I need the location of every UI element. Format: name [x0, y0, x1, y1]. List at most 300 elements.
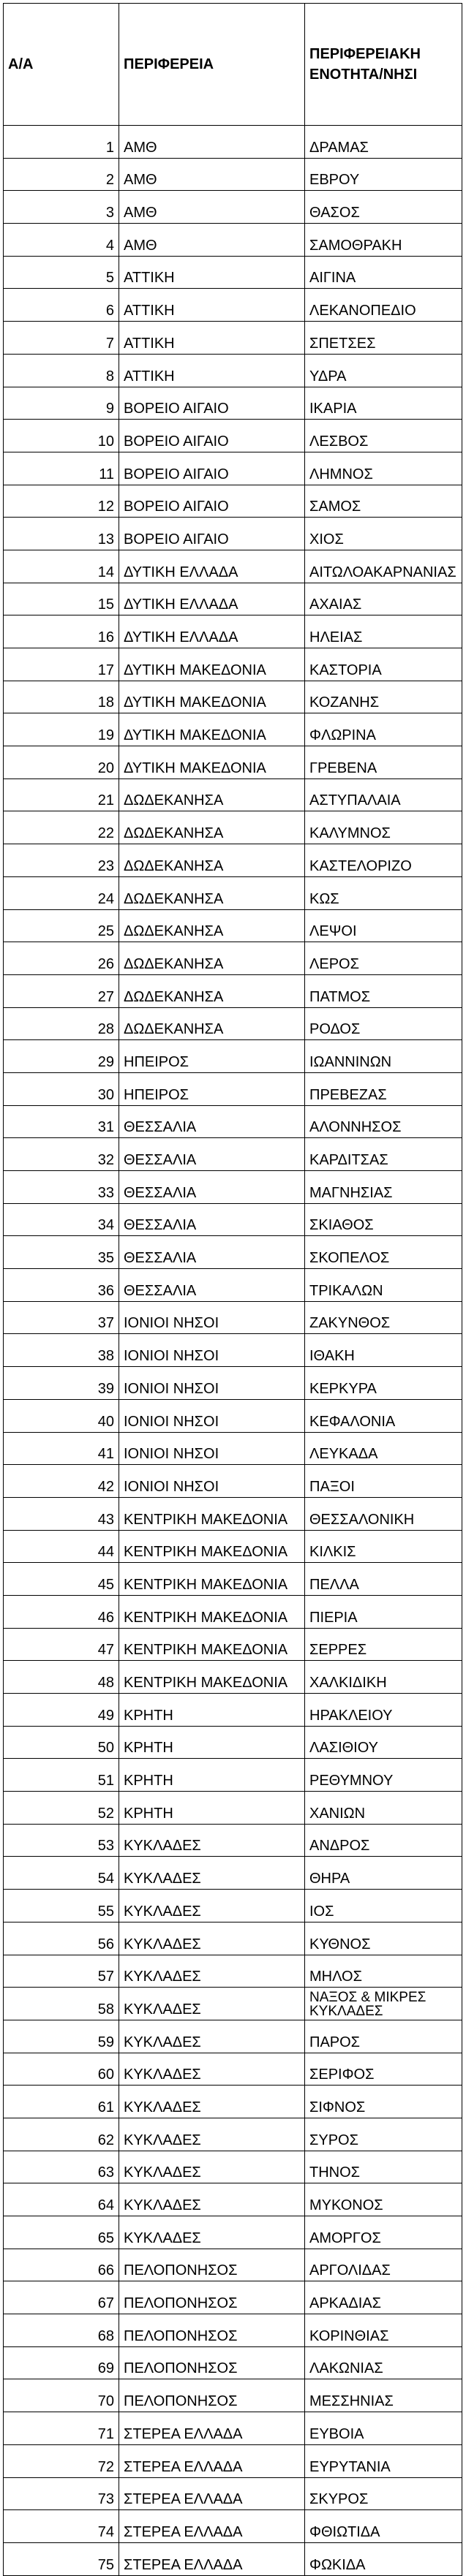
cell-region[interactable]: ΘΕΣΣΑΛΙΑ [119, 1105, 305, 1138]
cell-regional-unit[interactable]: ΚΙΛΚΙΣ [305, 1530, 462, 1563]
table-row [4, 909, 462, 942]
cell-region[interactable]: ΔΩΔΕΚΑΝΗΣΑ [119, 942, 305, 975]
cell-regional-unit[interactable]: ΣΥΡΟΣ [305, 2118, 462, 2151]
cell-regional-unit[interactable]: ΣΚΙΑΘΟΣ [305, 1203, 462, 1236]
cell-regional-unit[interactable]: ΣΙΦΝΟΣ [305, 2086, 462, 2118]
cell-region[interactable]: ΚΥΚΛΑΔΕΣ [119, 2086, 305, 2118]
cell-number[interactable]: 58 [4, 1988, 119, 2020]
header-region: ΠΕΡΙΦΕΡΕΙΑ [119, 4, 305, 126]
table-row [4, 2444, 462, 2477]
cell-number[interactable]: 74 [4, 2510, 119, 2543]
spreadsheet-sheet [3, 3, 462, 2576]
cell-number[interactable]: 9 [4, 387, 119, 420]
table-row [4, 2281, 462, 2314]
cell-region[interactable]: ΚΥΚΛΑΔΕΣ [119, 1890, 305, 1922]
table-row [4, 452, 462, 485]
cell-regional-unit[interactable]: ΚΕΦΑΛΟΝΙΑ [305, 1399, 462, 1432]
cell-regional-unit[interactable]: ΦΘΙΩΤΙΔΑ [305, 2510, 462, 2543]
cell-number[interactable]: 23 [4, 844, 119, 877]
table-row [4, 1530, 462, 1563]
cell-number[interactable]: 46 [4, 1595, 119, 1628]
cell-region[interactable]: ΑΤΤΙΚΗ [119, 354, 305, 387]
cell-regional-unit[interactable]: ΑΜΟΡΓΟΣ [305, 2216, 462, 2249]
cell-regional-unit[interactable]: ΤΗΝΟΣ [305, 2151, 462, 2183]
cell-regional-unit[interactable]: ΛΕΚΑΝΟΠΕΔΙΟ [305, 289, 462, 322]
cell-regional-unit[interactable]: ΑΙΤΩΛΟΑΚΑΡΝΑΝΙΑΣ [305, 550, 462, 583]
cell-region[interactable]: ΣΤΕΡΕΑ ΕΛΛΑΔΑ [119, 2542, 305, 2575]
cell-regional-unit[interactable]: ΕΒΡΟΥ [305, 158, 462, 191]
cell-number[interactable]: 40 [4, 1399, 119, 1432]
table-row [4, 2542, 462, 2575]
cell-region[interactable]: ΣΤΕΡΕΑ ΕΛΛΑΔΑ [119, 2444, 305, 2477]
table-row [4, 713, 462, 746]
cell-regional-unit[interactable]: ΛΑΣΙΘΙΟΥ [305, 1726, 462, 1759]
cell-region[interactable]: ΗΠΕΙΡΟΣ [119, 1072, 305, 1105]
cell-number[interactable]: 34 [4, 1203, 119, 1236]
cell-regional-unit[interactable]: ΠΙΕΡΙΑ [305, 1595, 462, 1628]
cell-region[interactable]: ΔΥΤΙΚΗ ΜΑΚΕΔΟΝΙΑ [119, 681, 305, 713]
cell-number[interactable]: 6 [4, 289, 119, 322]
cell-number[interactable]: 11 [4, 452, 119, 485]
cell-region[interactable]: ΚΡΗΤΗ [119, 1726, 305, 1759]
cell-regional-unit[interactable]: ΗΡΑΚΛΕΙΟΥ [305, 1694, 462, 1727]
cell-region[interactable]: ΣΤΕΡΕΑ ΕΛΛΑΔΑ [119, 2510, 305, 2543]
header-number: Α/Α [4, 4, 119, 126]
cell-regional-unit[interactable]: ΧΑΝΙΩΝ [305, 1792, 462, 1825]
cell-region[interactable]: ΑΤΤΙΚΗ [119, 256, 305, 289]
cell-region[interactable]: ΠΕΛΟΠΟΝΗΣΟΣ [119, 2379, 305, 2412]
cell-number[interactable]: 17 [4, 648, 119, 681]
cell-regional-unit[interactable]: ΕΥΒΟΙΑ [305, 2412, 462, 2445]
table-row [4, 1595, 462, 1628]
cell-region[interactable]: ΘΕΣΣΑΛΙΑ [119, 1138, 305, 1171]
cell-region[interactable]: ΚΥΚΛΑΔΕΣ [119, 1824, 305, 1857]
table-row [4, 1628, 462, 1661]
cell-regional-unit[interactable]: ΑΣΤΥΠΑΛΑΙΑ [305, 779, 462, 811]
cell-number[interactable]: 18 [4, 681, 119, 713]
table-row [4, 1072, 462, 1105]
table-row [4, 876, 462, 909]
table-row [4, 1040, 462, 1073]
cell-region[interactable]: ΚΥΚΛΑΔΕΣ [119, 2183, 305, 2216]
cell-region[interactable]: ΑΜΘ [119, 158, 305, 191]
cell-regional-unit[interactable]: ΛΕΣΒΟΣ [305, 420, 462, 452]
table-row [4, 615, 462, 648]
table-row [4, 2314, 462, 2347]
cell-number[interactable]: 45 [4, 1563, 119, 1596]
cell-number[interactable]: 4 [4, 224, 119, 257]
cell-region[interactable]: ΠΕΛΟΠΟΝΗΣΟΣ [119, 2281, 305, 2314]
table-row [4, 1824, 462, 1857]
header-row [4, 4, 462, 126]
cell-region[interactable]: ΠΕΛΟΠΟΝΗΣΟΣ [119, 2346, 305, 2379]
cell-regional-unit[interactable]: ΚΑΡΔΙΤΣΑΣ [305, 1138, 462, 1171]
cell-regional-unit[interactable]: ΚΑΣΤΕΛΟΡΙΖΟ [305, 844, 462, 877]
cell-regional-unit[interactable]: ΚΩΣ [305, 876, 462, 909]
cell-regional-unit[interactable]: ΛΕΨΟΙ [305, 909, 462, 942]
cell-regional-unit[interactable]: ΘΗΡΑ [305, 1857, 462, 1890]
cell-regional-unit[interactable]: ΛΕΡΟΣ [305, 942, 462, 975]
cell-region[interactable]: ΚΡΗΤΗ [119, 1759, 305, 1792]
table-row [4, 1497, 462, 1530]
cell-regional-unit[interactable]: ΝΑΞΟΣ & ΜΙΚΡΕΣ ΚΥΚΛΑΔΕΣ [305, 1988, 462, 2020]
cell-regional-unit[interactable]: ΑΡΚΑΔΙΑΣ [305, 2281, 462, 2314]
table-row [4, 224, 462, 257]
cell-regional-unit[interactable]: ΧΑΛΚΙΔΙΚΗ [305, 1661, 462, 1694]
cell-region[interactable]: ΚΕΝΤΡΙΚΗ ΜΑΚΕΔΟΝΙΑ [119, 1497, 305, 1530]
cell-region[interactable]: ΚΥΚΛΑΔΕΣ [119, 2151, 305, 2183]
cell-region[interactable]: ΑΤΤΙΚΗ [119, 322, 305, 355]
cell-number[interactable]: 54 [4, 1857, 119, 1890]
table-row [4, 974, 462, 1007]
cell-number[interactable]: 51 [4, 1759, 119, 1792]
cell-number[interactable]: 73 [4, 2477, 119, 2510]
cell-number[interactable]: 52 [4, 1792, 119, 1825]
cell-region[interactable]: ΙΟΝΙΟΙ ΝΗΣΟΙ [119, 1465, 305, 1498]
cell-region[interactable]: ΠΕΛΟΠΟΝΗΣΟΣ [119, 2249, 305, 2281]
table-row [4, 1399, 462, 1432]
cell-region[interactable]: ΚΥΚΛΑΔΕΣ [119, 1988, 305, 2020]
cell-region[interactable]: ΚΕΝΤΡΙΚΗ ΜΑΚΕΔΟΝΙΑ [119, 1628, 305, 1661]
cell-regional-unit[interactable]: ΠΕΛΛΑ [305, 1563, 462, 1596]
table-row [4, 1007, 462, 1040]
cell-number[interactable]: 16 [4, 615, 119, 648]
table-row [4, 1726, 462, 1759]
cell-number[interactable]: 30 [4, 1072, 119, 1105]
cell-number[interactable]: 24 [4, 876, 119, 909]
table-row [4, 1988, 462, 2020]
cell-number[interactable]: 13 [4, 518, 119, 550]
table-row [4, 1857, 462, 1890]
cell-regional-unit[interactable]: ΓΡΕΒΕΝΑ [305, 746, 462, 779]
cell-number[interactable]: 61 [4, 2086, 119, 2118]
cell-number[interactable]: 1 [4, 126, 119, 159]
cell-number[interactable]: 32 [4, 1138, 119, 1171]
cell-region[interactable]: ΚΡΗΤΗ [119, 1694, 305, 1727]
cell-regional-unit[interactable]: ΜΕΣΣΗΝΙΑΣ [305, 2379, 462, 2412]
cell-number[interactable]: 64 [4, 2183, 119, 2216]
cell-number[interactable]: 55 [4, 1890, 119, 1922]
table-row [4, 158, 462, 191]
cell-number[interactable]: 63 [4, 2151, 119, 2183]
table-row [4, 681, 462, 713]
table-row [4, 779, 462, 811]
table-row [4, 1269, 462, 1302]
cell-number[interactable]: 35 [4, 1236, 119, 1269]
cell-regional-unit[interactable]: ΧΙΟΣ [305, 518, 462, 550]
cell-regional-unit[interactable]: ΘΕΣΣΑΛΟΝΙΚΗ [305, 1497, 462, 1530]
table-row [4, 1171, 462, 1204]
cell-regional-unit[interactable]: ΗΛΕΙΑΣ [305, 615, 462, 648]
cell-number[interactable]: 65 [4, 2216, 119, 2249]
header-regional-unit: ΠΕΡΙΦΕΡΕΙΑΚΗ ΕΝΟΤΗΤΑ/ΝΗΣΙ [305, 4, 462, 126]
cell-number[interactable]: 5 [4, 256, 119, 289]
cell-regional-unit[interactable]: ΥΔΡΑ [305, 354, 462, 387]
cell-number[interactable]: 62 [4, 2118, 119, 2151]
cell-regional-unit[interactable]: ΘΑΣΟΣ [305, 191, 462, 224]
cell-regional-unit[interactable]: ΚΥΘΝΟΣ [305, 1922, 462, 1955]
table-row [4, 844, 462, 877]
table-row [4, 2086, 462, 2118]
regions-table [3, 3, 462, 2576]
cell-regional-unit[interactable]: ΛΑΚΩΝΙΑΣ [305, 2346, 462, 2379]
cell-region[interactable]: ΔΥΤΙΚΗ ΕΛΛΑΔΑ [119, 583, 305, 615]
cell-number[interactable]: 59 [4, 2020, 119, 2053]
cell-region[interactable]: ΔΩΔΕΚΑΝΗΣΑ [119, 844, 305, 877]
cell-region[interactable]: ΔΩΔΕΚΑΝΗΣΑ [119, 876, 305, 909]
cell-number[interactable]: 7 [4, 322, 119, 355]
table-row [4, 2346, 462, 2379]
cell-region[interactable]: ΚΥΚΛΑΔΕΣ [119, 2053, 305, 2086]
table-row [4, 2216, 462, 2249]
table-row [4, 1922, 462, 1955]
cell-regional-unit[interactable]: ΕΥΡΥΤΑΝΙΑ [305, 2444, 462, 2477]
cell-region[interactable]: ΘΕΣΣΑΛΙΑ [119, 1269, 305, 1302]
cell-region[interactable]: ΔΥΤΙΚΗ ΜΑΚΕΔΟΝΙΑ [119, 746, 305, 779]
cell-region[interactable]: ΘΕΣΣΑΛΙΑ [119, 1236, 305, 1269]
cell-region[interactable]: ΔΩΔΕΚΑΝΗΣΑ [119, 974, 305, 1007]
table-row [4, 191, 462, 224]
cell-regional-unit[interactable]: ΣΚΟΠΕΛΟΣ [305, 1236, 462, 1269]
table-row [4, 354, 462, 387]
cell-region[interactable]: ΒΟΡΕΙΟ ΑΙΓΑΙΟ [119, 387, 305, 420]
cell-number[interactable]: 14 [4, 550, 119, 583]
cell-region[interactable]: ΚΥΚΛΑΔΕΣ [119, 2216, 305, 2249]
cell-regional-unit[interactable]: ΑΛΟΝΝΗΣΟΣ [305, 1105, 462, 1138]
cell-number[interactable]: 21 [4, 779, 119, 811]
cell-region[interactable]: ΘΕΣΣΑΛΙΑ [119, 1171, 305, 1204]
cell-number[interactable]: 41 [4, 1432, 119, 1465]
cell-number[interactable]: 67 [4, 2281, 119, 2314]
table-row [4, 1367, 462, 1400]
cell-regional-unit[interactable]: ΤΡΙΚΑΛΩΝ [305, 1269, 462, 1302]
cell-number[interactable]: 19 [4, 713, 119, 746]
table-row [4, 550, 462, 583]
cell-number[interactable]: 60 [4, 2053, 119, 2086]
table-row [4, 1138, 462, 1171]
cell-number[interactable]: 33 [4, 1171, 119, 1204]
cell-number[interactable]: 72 [4, 2444, 119, 2477]
cell-number[interactable]: 8 [4, 354, 119, 387]
cell-region[interactable]: ΑΜΘ [119, 224, 305, 257]
cell-regional-unit[interactable]: ΠΑΤΜΟΣ [305, 974, 462, 1007]
table-row [4, 322, 462, 355]
table-row [4, 2183, 462, 2216]
cell-regional-unit[interactable]: ΚΟΖΑΝΗΣ [305, 681, 462, 713]
cell-number[interactable]: 68 [4, 2314, 119, 2347]
cell-region[interactable]: ΒΟΡΕΙΟ ΑΙΓΑΙΟ [119, 420, 305, 452]
cell-region[interactable]: ΒΟΡΕΙΟ ΑΙΓΑΙΟ [119, 452, 305, 485]
cell-regional-unit[interactable]: ΙΘΑΚΗ [305, 1334, 462, 1367]
cell-number[interactable]: 70 [4, 2379, 119, 2412]
cell-regional-unit[interactable]: ΣΑΜΟΘΡΑΚΗ [305, 224, 462, 257]
cell-regional-unit[interactable]: ΛΗΜΝΟΣ [305, 452, 462, 485]
table-row [4, 1301, 462, 1334]
cell-number[interactable]: 29 [4, 1040, 119, 1073]
cell-number[interactable]: 69 [4, 2346, 119, 2379]
cell-regional-unit[interactable]: ΙΩΑΝΝΙΝΩΝ [305, 1040, 462, 1073]
cell-regional-unit[interactable]: ΔΡΑΜΑΣ [305, 126, 462, 159]
cell-number[interactable]: 12 [4, 485, 119, 518]
cell-region[interactable]: ΙΟΝΙΟΙ ΝΗΣΟΙ [119, 1367, 305, 1400]
table-row [4, 583, 462, 615]
table-body [4, 126, 462, 2576]
table-row [4, 256, 462, 289]
cell-number[interactable]: 28 [4, 1007, 119, 1040]
cell-region[interactable]: ΔΥΤΙΚΗ ΕΛΛΑΔΑ [119, 550, 305, 583]
cell-region[interactable]: ΑΜΘ [119, 126, 305, 159]
table-row [4, 2020, 462, 2053]
cell-regional-unit[interactable]: ΦΩΚΙΔΑ [305, 2542, 462, 2575]
cell-region[interactable]: ΚΥΚΛΑΔΕΣ [119, 2118, 305, 2151]
cell-region[interactable]: ΙΟΝΙΟΙ ΝΗΣΟΙ [119, 1334, 305, 1367]
table-row [4, 1792, 462, 1825]
cell-regional-unit[interactable]: ΣΕΡΡΕΣ [305, 1628, 462, 1661]
table-row [4, 1203, 462, 1236]
table-row [4, 2249, 462, 2281]
cell-region[interactable]: ΚΥΚΛΑΔΕΣ [119, 1922, 305, 1955]
cell-region[interactable]: ΙΟΝΙΟΙ ΝΗΣΟΙ [119, 1399, 305, 1432]
cell-number[interactable]: 66 [4, 2249, 119, 2281]
cell-number[interactable]: 50 [4, 1726, 119, 1759]
cell-number[interactable]: 10 [4, 420, 119, 452]
table-row [4, 1563, 462, 1596]
cell-regional-unit[interactable]: ΦΛΩΡΙΝΑ [305, 713, 462, 746]
table-row [4, 648, 462, 681]
table-row [4, 387, 462, 420]
table-row [4, 420, 462, 452]
cell-number[interactable]: 20 [4, 746, 119, 779]
cell-regional-unit[interactable]: ΚΑΛΥΜΝΟΣ [305, 811, 462, 844]
cell-region[interactable]: ΘΕΣΣΑΛΙΑ [119, 1203, 305, 1236]
cell-number[interactable]: 31 [4, 1105, 119, 1138]
table-row [4, 2379, 462, 2412]
cell-number[interactable]: 26 [4, 942, 119, 975]
cell-region[interactable]: ΔΥΤΙΚΗ ΕΛΛΑΔΑ [119, 615, 305, 648]
cell-region[interactable]: ΑΜΘ [119, 191, 305, 224]
cell-regional-unit[interactable]: ΣΑΜΟΣ [305, 485, 462, 518]
cell-regional-unit[interactable]: ΠΑΞΟΙ [305, 1465, 462, 1498]
cell-number[interactable]: 49 [4, 1694, 119, 1727]
table-row [4, 485, 462, 518]
table-row [4, 1105, 462, 1138]
cell-number[interactable]: 27 [4, 974, 119, 1007]
cell-number[interactable]: 71 [4, 2412, 119, 2445]
cell-regional-unit[interactable]: ΚΟΡΙΝΘΙΑΣ [305, 2314, 462, 2347]
cell-region[interactable]: ΒΟΡΕΙΟ ΑΙΓΑΙΟ [119, 518, 305, 550]
cell-region[interactable]: ΔΩΔΕΚΑΝΗΣΑ [119, 1007, 305, 1040]
cell-regional-unit[interactable]: ΣΕΡΙΦΟΣ [305, 2053, 462, 2086]
cell-region[interactable]: ΚΥΚΛΑΔΕΣ [119, 2020, 305, 2053]
cell-region[interactable]: ΚΕΝΤΡΙΚΗ ΜΑΚΕΔΟΝΙΑ [119, 1530, 305, 1563]
cell-region[interactable]: ΚΥΚΛΑΔΕΣ [119, 1955, 305, 1988]
table-row [4, 1955, 462, 1988]
cell-region[interactable]: ΔΥΤΙΚΗ ΜΑΚΕΔΟΝΙΑ [119, 648, 305, 681]
cell-regional-unit[interactable]: ΙΟΣ [305, 1890, 462, 1922]
cell-number[interactable]: 43 [4, 1497, 119, 1530]
cell-region[interactable]: ΙΟΝΙΟΙ ΝΗΣΟΙ [119, 1432, 305, 1465]
cell-number[interactable]: 38 [4, 1334, 119, 1367]
table-row [4, 1661, 462, 1694]
table-row [4, 2053, 462, 2086]
cell-number[interactable]: 53 [4, 1824, 119, 1857]
table-row [4, 1465, 462, 1498]
table-row [4, 289, 462, 322]
cell-regional-unit[interactable]: ΛΕΥΚΑΔΑ [305, 1432, 462, 1465]
table-row [4, 2477, 462, 2510]
cell-regional-unit[interactable]: ΡΟΔΟΣ [305, 1007, 462, 1040]
cell-region[interactable]: ΚΡΗΤΗ [119, 1792, 305, 1825]
cell-number[interactable]: 56 [4, 1922, 119, 1955]
cell-region[interactable]: ΒΟΡΕΙΟ ΑΙΓΑΙΟ [119, 485, 305, 518]
cell-regional-unit[interactable]: ΚΑΣΤΟΡΙΑ [305, 648, 462, 681]
cell-number[interactable]: 2 [4, 158, 119, 191]
cell-region[interactable]: ΔΩΔΕΚΑΝΗΣΑ [119, 779, 305, 811]
cell-number[interactable]: 42 [4, 1465, 119, 1498]
cell-regional-unit[interactable]: ΠΑΡΟΣ [305, 2020, 462, 2053]
table-row [4, 2412, 462, 2445]
cell-region[interactable]: ΠΕΛΟΠΟΝΗΣΟΣ [119, 2314, 305, 2347]
cell-number[interactable]: 57 [4, 1955, 119, 1988]
cell-regional-unit[interactable]: ΜΥΚΟΝΟΣ [305, 2183, 462, 2216]
cell-regional-unit[interactable]: ΑΡΓΟΛΙΔΑΣ [305, 2249, 462, 2281]
cell-region[interactable]: ΚΥΚΛΑΔΕΣ [119, 1857, 305, 1890]
cell-regional-unit[interactable]: ΖΑΚΥΝΘΟΣ [305, 1301, 462, 1334]
cell-region[interactable]: ΔΩΔΕΚΑΝΗΣΑ [119, 909, 305, 942]
cell-regional-unit[interactable]: ΑΝΔΡΟΣ [305, 1824, 462, 1857]
cell-regional-unit[interactable]: ΑΧΑΙΑΣ [305, 583, 462, 615]
cell-region[interactable]: ΚΕΝΤΡΙΚΗ ΜΑΚΕΔΟΝΙΑ [119, 1563, 305, 1596]
table-row [4, 1759, 462, 1792]
cell-regional-unit[interactable]: ΡΕΘΥΜΝΟΥ [305, 1759, 462, 1792]
cell-region[interactable]: ΣΤΕΡΕΑ ΕΛΛΑΔΑ [119, 2477, 305, 2510]
cell-number[interactable]: 37 [4, 1301, 119, 1334]
cell-regional-unit[interactable]: ΜΗΛΟΣ [305, 1955, 462, 1988]
cell-regional-unit[interactable]: ΙΚΑΡΙΑ [305, 387, 462, 420]
cell-region[interactable]: ΚΕΝΤΡΙΚΗ ΜΑΚΕΔΟΝΙΑ [119, 1661, 305, 1694]
cell-regional-unit[interactable]: ΚΕΡΚΥΡΑ [305, 1367, 462, 1400]
cell-number[interactable]: 22 [4, 811, 119, 844]
cell-region[interactable]: ΗΠΕΙΡΟΣ [119, 1040, 305, 1073]
cell-number[interactable]: 47 [4, 1628, 119, 1661]
cell-regional-unit[interactable]: ΣΚΥΡΟΣ [305, 2477, 462, 2510]
cell-number[interactable]: 44 [4, 1530, 119, 1563]
cell-regional-unit[interactable]: ΜΑΓΝΗΣΙΑΣ [305, 1171, 462, 1204]
cell-region[interactable]: ΔΩΔΕΚΑΝΗΣΑ [119, 811, 305, 844]
cell-region[interactable]: ΣΤΕΡΕΑ ΕΛΛΑΔΑ [119, 2412, 305, 2445]
cell-regional-unit[interactable]: ΑΙΓΙΝΑ [305, 256, 462, 289]
cell-region[interactable]: ΔΥΤΙΚΗ ΜΑΚΕΔΟΝΙΑ [119, 713, 305, 746]
table-row [4, 1236, 462, 1269]
cell-region[interactable]: ΑΤΤΙΚΗ [119, 289, 305, 322]
cell-region[interactable]: ΙΟΝΙΟΙ ΝΗΣΟΙ [119, 1301, 305, 1334]
table-row [4, 2118, 462, 2151]
cell-regional-unit[interactable]: ΣΠΕΤΣΕΣ [305, 322, 462, 355]
cell-number[interactable]: 75 [4, 2542, 119, 2575]
cell-number[interactable]: 15 [4, 583, 119, 615]
cell-number[interactable]: 25 [4, 909, 119, 942]
table-row [4, 746, 462, 779]
cell-number[interactable]: 36 [4, 1269, 119, 1302]
cell-number[interactable]: 48 [4, 1661, 119, 1694]
cell-number[interactable]: 3 [4, 191, 119, 224]
table-row [4, 811, 462, 844]
cell-region[interactable]: ΚΕΝΤΡΙΚΗ ΜΑΚΕΔΟΝΙΑ [119, 1595, 305, 1628]
cell-number[interactable]: 39 [4, 1367, 119, 1400]
cell-regional-unit[interactable]: ΠΡΕΒΕΖΑΣ [305, 1072, 462, 1105]
table-header [4, 4, 462, 126]
table-row [4, 1694, 462, 1727]
